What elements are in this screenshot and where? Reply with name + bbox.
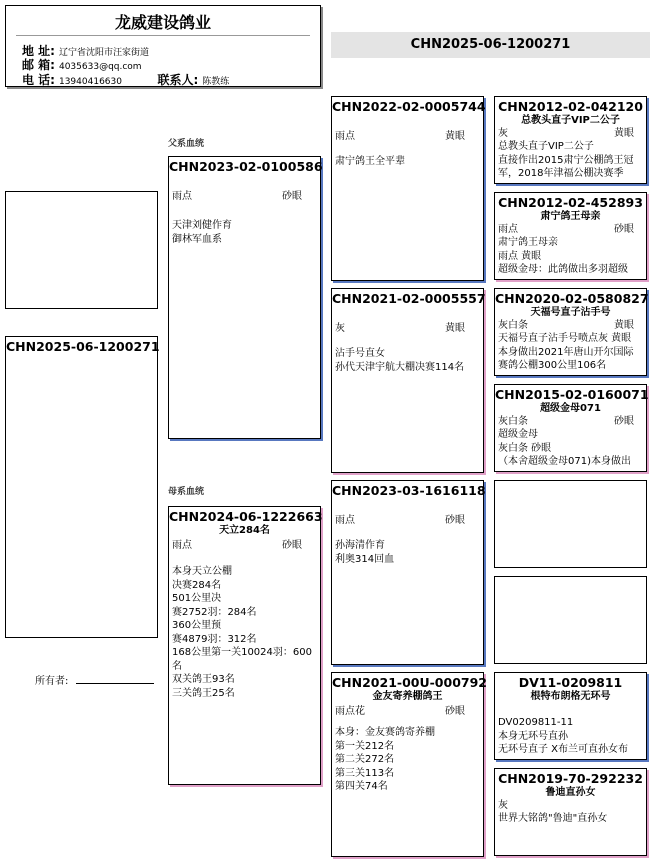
email-label: 邮 箱:: [22, 58, 55, 72]
sds-name: 天福号直子沾手号: [530, 307, 611, 318]
phone-label: 电 话:: [22, 73, 55, 87]
sdd-card: [494, 384, 647, 472]
dam-sire-traits: [332, 514, 483, 527]
sss-color: 灰: [498, 128, 508, 139]
sds-desc: 天福号直子沾手号喷点灰 黄眼 本身做出2021年唐山开尔国际赛鸽公棚300公里106名: [498, 333, 634, 371]
address-label: 地 址:: [22, 44, 55, 58]
sds-traits: [495, 319, 646, 332]
sds-card: [494, 288, 647, 376]
dam-desc: 本身天立公棚 决赛284名 501公里决 赛2752羽：284名 360公里预 赛4879羽：312名 168公里第一关10024羽：600名 双关鸽王93名 三关鸽王25名: [172, 566, 312, 699]
dss-empty-card: [494, 480, 647, 568]
sdd-traits: [495, 415, 646, 428]
sire-dam-color: 灰: [335, 323, 345, 334]
photo-placeholder: [5, 191, 158, 309]
sdd-eye: 砂眼: [614, 416, 634, 427]
dam-id: CHN2024-06-1222663: [169, 509, 323, 524]
dam-dam-desc: 本身：金友赛鸽寄养棚 第一关212名 第二关272名 第三关113名 第四关74名: [335, 727, 435, 792]
breeder-title: 龙威建设鸽业: [114, 13, 211, 32]
dsd-empty-card: [494, 576, 647, 664]
contact-value: 陈教练: [202, 77, 230, 87]
ddd-desc: 世界大铭鸽"鲁迪"直孙女: [498, 813, 608, 824]
ddd-name: 鲁迪直孙女: [545, 787, 596, 798]
dam-sire-desc: 孙海清作育 利奥314回血: [335, 540, 395, 565]
phone-value: 13940416630: [58, 77, 122, 87]
dds-id: DV11-0209811: [518, 675, 623, 690]
dam-name: 天立284名: [219, 525, 270, 536]
breeder-header: [5, 5, 321, 87]
subject-card: [5, 336, 158, 638]
sire-dam-id: CHN2021-02-0005557: [332, 291, 486, 306]
sire-card: [168, 156, 321, 439]
sds-eye: 黄眼: [614, 320, 634, 331]
sss-card: [494, 96, 647, 184]
dam-color: 雨点: [172, 540, 192, 551]
ssd-id: CHN2012-02-452893: [498, 195, 643, 210]
ssd-desc: 肃宁鸽王母亲 雨点 黄眼 超级金母：此鸽做出多羽超级: [498, 237, 628, 275]
sire-dam-eye: 黄眼: [445, 323, 465, 334]
sdd-desc: 超级金母 灰白条 砂眼 （本舍超级金母071)本身做出: [498, 429, 631, 467]
sdd-name: 超级金母071: [540, 403, 601, 414]
sire-sire-desc: 肃宁鸽王全平辈: [335, 156, 405, 167]
subject-id: CHN2025-06-1200271: [6, 339, 160, 354]
ssd-color: 雨点: [498, 224, 518, 235]
ssd-eye: 砂眼: [614, 224, 634, 235]
dam-dam-color: 雨点花: [335, 706, 365, 717]
sss-traits: [495, 127, 646, 140]
sdd-id: CHN2015-02-0160071: [495, 387, 649, 402]
dam-dam-name: 金友寄养棚鸽王: [372, 691, 443, 702]
dam-eye: 砂眼: [282, 540, 302, 551]
ddd-id: CHN2019-70-292232: [498, 771, 643, 786]
owner-blank: [76, 683, 154, 684]
pedigree-banner: CHN2025-06-1200271: [331, 32, 650, 58]
address-value: 辽宁省沈阳市汪家街道: [58, 48, 149, 58]
dds-card: [494, 672, 647, 760]
sire-sire-id: CHN2022-02-0005744: [332, 99, 486, 114]
dam-dam-id: CHN2021-00U-000792: [332, 675, 487, 690]
sds-id: CHN2020-02-0580827: [495, 291, 649, 306]
ddd-color: 灰: [498, 800, 508, 811]
dam-sire-id: CHN2023-03-1616118: [332, 483, 486, 498]
ssd-traits: [495, 223, 646, 236]
phone-line: [22, 71, 229, 88]
sire-sire-color: 雨点: [335, 131, 355, 142]
dds-desc: DV0209811-11 本身无环号直孙 无环号直子 X布兰可直孙女布: [498, 717, 629, 755]
ssd-card: [494, 192, 647, 280]
sire-desc: 天津刘健作育 御林军血系: [172, 220, 232, 245]
sire-id: CHN2023-02-0100586: [169, 159, 323, 174]
sire-sire-eye: 黄眼: [445, 131, 465, 142]
header-divider: [16, 35, 310, 36]
ssd-name: 肃宁鸽王母亲: [540, 211, 601, 222]
sire-traits: [169, 190, 320, 203]
dam-card: [168, 506, 321, 785]
sire-sire-card: [331, 96, 484, 281]
contact-label: 联系人:: [157, 73, 199, 87]
sdd-color: 灰白条: [498, 416, 528, 427]
sire-line-label: 父系血统: [168, 139, 205, 149]
sire-color: 雨点: [172, 191, 192, 202]
sire-dam-desc: 沾手号直女 孙代天津宇航大棚决赛114名: [335, 348, 465, 373]
sds-color: 灰白条: [498, 320, 528, 331]
dam-traits: [169, 539, 320, 552]
ddd-card: [494, 768, 647, 856]
dam-sire-eye: 砂眼: [445, 515, 465, 526]
sss-id: CHN2012-02-042120: [498, 99, 643, 114]
dam-sire-color: 雨点: [335, 515, 355, 526]
email-value: 4035633@qq.com: [58, 62, 142, 72]
ddd-traits: [495, 799, 646, 812]
dds-name: 根特布朗格无环号: [530, 691, 611, 702]
sire-dam-card: [331, 288, 484, 473]
owner-label: 所有者:: [35, 676, 69, 687]
sire-eye: 砂眼: [282, 191, 302, 202]
dam-dam-traits: [332, 705, 483, 718]
sss-desc: 总教头直子VIP二公子 直接作出2015肃宁公棚鸽王冠军，2018年津福公棚决赛季: [498, 141, 634, 179]
dam-line-label: 母系血统: [168, 487, 205, 497]
sss-name: 总教头直子VIP二公子: [521, 115, 620, 126]
sire-sire-traits: [332, 130, 483, 143]
sss-eye: 黄眼: [614, 128, 634, 139]
dam-sire-card: [331, 480, 484, 665]
sire-dam-traits: [332, 322, 483, 335]
dam-dam-card: [331, 672, 487, 857]
dam-dam-eye: 砂眼: [445, 706, 465, 717]
owner-field: [35, 672, 154, 687]
